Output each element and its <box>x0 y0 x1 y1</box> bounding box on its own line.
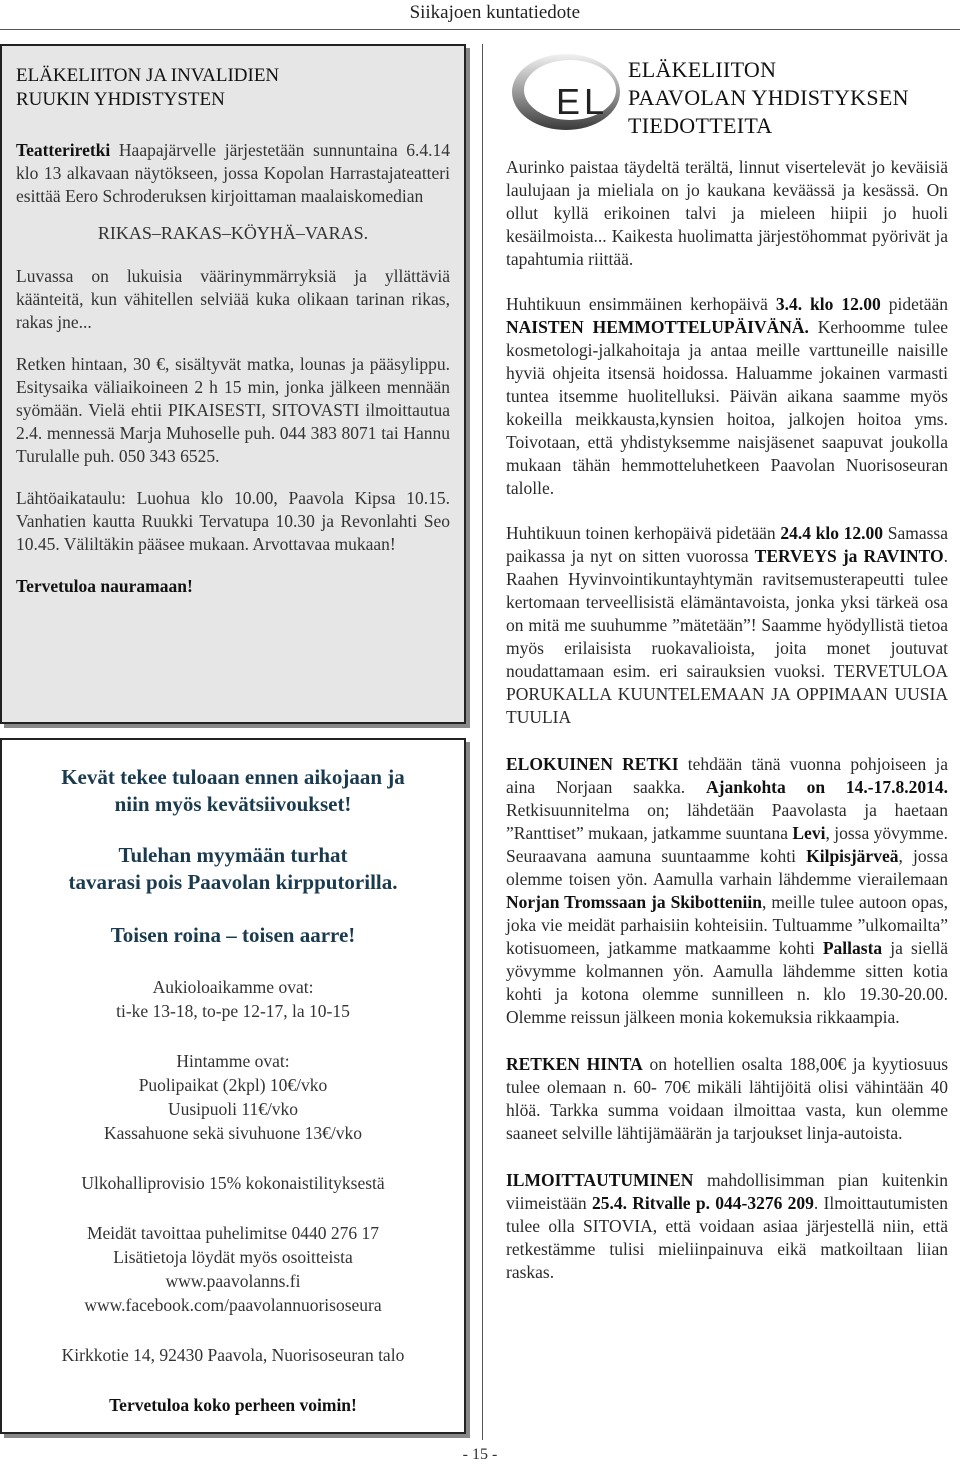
address: Kirkkotie 14, 92430 Paavola, Nuorisoseuran talo <box>61 1345 405 1365</box>
text: ja siellä yövymme kolmannen yön. Aamulla lähdemme sitten kotia kohti ja kotona olemme sunnilleen n. klo 19.30-20.00. Olemme reissun jälkeen monia kokemuksia rikkaampia. <box>506 938 948 1027</box>
box1-closing: Tervetuloa nauramaan! <box>16 576 193 596</box>
price-item: Kassahuone sekä sivuhuone 13€/vko <box>103 1123 363 1143</box>
box1-title-line2: RUUKIN YHDISTYSTEN <box>16 89 225 110</box>
commission: Ulkohalliprovisio 15% kokonaistilityksestä <box>81 1173 385 1193</box>
box1-intro <box>16 139 450 208</box>
text: tehdään tänä vuonna pohjoiseen ja aina Norjaan saakka. <box>506 754 949 797</box>
facebook-link[interactable]: www.facebook.com/paavolannuorisoseura <box>84 1295 382 1315</box>
right-title-line3: TIEDOTTEITA <box>628 113 773 138</box>
meeting-1-event: NAISTEN HEMMOTTELUPÄIVÄNÄ. <box>506 317 809 337</box>
intro-bold: Teatteriretki <box>16 140 111 160</box>
text: Huhtikuun toinen kerhopäivä pidetään <box>506 523 781 543</box>
page-number: - 15 - <box>462 1446 498 1463</box>
headline-sell-line2: tavarasi pois Paavolan kirpputorilla. <box>68 870 398 894</box>
box1-para4: Lähtöaikataulu: Luohua klo 10.00, Paavola Kipsa 10.15. Vanhatien kautta Ruukki Tervatupa 10.30 ja Revonlahti Seo 10.45. Väliltäkin pääsee mukaan. Arvottavaa mukaan! <box>16 488 450 554</box>
contact-phone: Meidät tavoittaa puhelimitse 0440 276 17 <box>86 1223 380 1243</box>
registration-deadline: 25.4. Ritvalle p. 044-3276 209 <box>591 1193 814 1213</box>
hours-text: ti-ke 13-18, to-pe 12-17, la 10-15 <box>116 1001 350 1021</box>
text: , jossa olemme toisen yön. Aamulla varhain lähdemme vierailemaan <box>506 846 948 889</box>
meeting-1 <box>506 293 948 500</box>
contact-info-text: Lisätietoja löydät myös osoitteista <box>113 1247 353 1267</box>
right-title-line2: PAAVOLAN YHDISTYKSEN <box>628 85 909 110</box>
flea-market-box <box>0 738 466 1434</box>
meeting-2-event: TERVEYS ja RAVINTO <box>754 546 944 566</box>
logo-header <box>506 44 948 156</box>
headline-spring-line2: niin myös kevätsiivoukset! <box>114 792 352 816</box>
opening-hours <box>12 975 454 1023</box>
elakeliitto-news <box>506 44 948 1284</box>
price-item: Puolipaikat (2kpl) 10€/vko <box>138 1075 328 1095</box>
text: pidetään <box>880 294 948 314</box>
price-item: Uusipuoli 11€/vko <box>167 1099 299 1119</box>
text: . Raahen Hyvinvointikuntayhtymän ravitsemusterapeutti tulee kertomaan terveellisistä elämäntavoista, jonka yksi tärkeä osa on mitä me suuhumme ”mätetään”! Saamme hyödyllistä tietoa myös erilaisista ruokavalioista, joita monet joutuvat noudattamaan esim. eri sairauksien vuoksi. TERVETULOA PORUKALLA KUUNTELEMAAN JA OPPIMAAN UUSIA TUULIA <box>506 546 949 727</box>
place-levi: Levi <box>792 823 826 843</box>
meeting-1-date: 3.4. klo 12.00 <box>775 294 881 314</box>
box1-para2: Luvassa on lukuisia väärinymmärryksiä ja yllättäviä käänteitä, kun vähitellen selviää kuka olikaan tarinan rikas, rakas jne... <box>16 266 450 332</box>
contact-info <box>12 1221 454 1317</box>
theatre-trip-box <box>0 44 466 724</box>
headline-spring <box>12 764 454 818</box>
column-divider <box>482 44 483 1440</box>
meeting-2-date: 24.4 klo 12.00 <box>780 523 884 543</box>
text: mahdollisimman pian kuitenkin viimeistään <box>506 1170 948 1213</box>
box1-title-line1: ELÄKELIITON JA INVALIDIEN <box>16 65 280 86</box>
text: Kerhoomme tulee kosmetologi-jalkahoitaja ja antaa meille varttuneille naisille hyviä ohjeita itsensä hoidossa. Haluamme jokainen varmasti tuntea itsemme huolitelluksi. Päivän aikana saamme myös kokeilla meikkausta,kynsien hoitoa, jalkojen hoitoa yms. Toivotaan, että yhdistyksemme naisjäsenet saapuvat joukolla mukaan tähän hemmotteluhetkeen Paavolan Nuorisoseuran talolle. <box>506 317 948 498</box>
place-pallas: Pallasta <box>822 938 883 958</box>
page-header <box>0 0 960 30</box>
box1-title <box>16 64 450 112</box>
box2-closing: Tervetuloa koko perheen voimin! <box>109 1395 357 1415</box>
text: , jossa yövymme. Seuraavana aamuna suuntaamme kohti <box>506 823 948 866</box>
headline-treasure: Toisen roina – toisen aarre! <box>110 923 356 947</box>
box1-para3: Retken hintaan, 30 €, sisältyvät matka, lounas ja pääsylippu. Esitysaika väliaikoineen 2 h 15 min, jonka jälkeen mennään syömään. Vielä ehtii PIKAISESTI, SITOVASTI ilmoittautua 2.4. mennessä Marja Muhoselle puh. 044 383 8071 tai Hannu Turulalle puh. 050 343 6525. <box>16 354 450 466</box>
hours-title: Aukioloaikamme ovat: <box>152 977 314 997</box>
place-kilpisjarvi: Kilpisjärveä <box>806 846 899 866</box>
august-trip <box>506 753 948 1029</box>
website-link[interactable]: www.paavolanns.fi <box>165 1271 301 1291</box>
text: Retkisuunnitelma on; lähdetään Paavolasta ja haetaan ”Ranttiset” mukaan, jatkamme suuntana <box>506 800 948 843</box>
meeting-2 <box>506 522 948 729</box>
registration-title: ILMOITTAUTUMINEN <box>506 1170 694 1190</box>
right-title <box>628 56 909 140</box>
prices-title: Hintamme ovat: <box>176 1051 290 1071</box>
headline-sell-line1: Tulehan myymään turhat <box>118 843 348 867</box>
price-title: RETKEN HINTA <box>506 1054 643 1074</box>
text: Huhtikuun ensimmäinen kerhopäivä <box>506 294 776 314</box>
logo-lettering: EL <box>556 81 609 122</box>
trip-title: ELOKUINEN RETKI <box>506 754 679 774</box>
text: . Ilmoittautumisten tulee olla SITOVIA, että voidaan asiaa järjestellä niin, että retkestämme tulisi mieliinpainuva eikä matkoiltaan liian raskas. <box>506 1193 948 1282</box>
headline-spring-line1: Kevät tekee tuloaan ennen aikojaan ja <box>61 765 405 789</box>
trip-date: Ajankohta on 14.-17.8.2014. <box>706 777 948 797</box>
text: Samassa paikassa ja nyt on sitten vuorossa <box>506 523 948 566</box>
right-title-line1: ELÄKELIITON <box>628 57 777 82</box>
place-norway: Norjan Tromssaan ja Skibotteniin <box>506 892 763 912</box>
elakeliitto-logo-icon <box>510 52 622 132</box>
publication-title: Siikajoen kuntatiedote <box>409 2 580 23</box>
trip-price <box>506 1053 948 1145</box>
text: , meille tulee autoon opas, joka vie meidät parhaisiin kohteisiin. Tultuamme ”ulkomailta” kotisuomeen, jatkamme matkaamme kohti <box>506 892 949 958</box>
intro-text: Haapajärvelle järjestetään sunnuntaina 6.4.14 klo 13 alkavaan näytökseen, jossa Kopolan Harrastajateatteri esittää Eero Schroderuksen kirjoittaman maalaiskomedian <box>16 140 450 206</box>
right-intro: Aurinko paistaa täydeltä terältä, linnut visertelevät jo keväisiä laulujaan ja mieliala on jo kaukana keväässä ja kesässä. On ollut kyllä erikoinen talvi ja mieleen hiipii jo huoli kesäilmoista... Kaikesta huolimatta järjestöhommat pyörivät ja tapahtumia riittää. <box>506 157 948 269</box>
prices <box>12 1049 454 1145</box>
headline-sell <box>12 842 454 896</box>
registration <box>506 1169 948 1284</box>
text: on hotellien osalta 188,00€ ja kyytiosuus tulee olemaan n. 60- 70€ mikäli lähtijöitä olisi vähintään 40 hlöä. Tarkka summa voidaan ilmoittaa vasta, kun olemme saaneet selville lähtijämäärän ja tarjoukset linja-autoista. <box>506 1054 948 1143</box>
play-name: RIKAS–RAKAS–KÖYHÄ–VARAS. <box>97 223 369 243</box>
